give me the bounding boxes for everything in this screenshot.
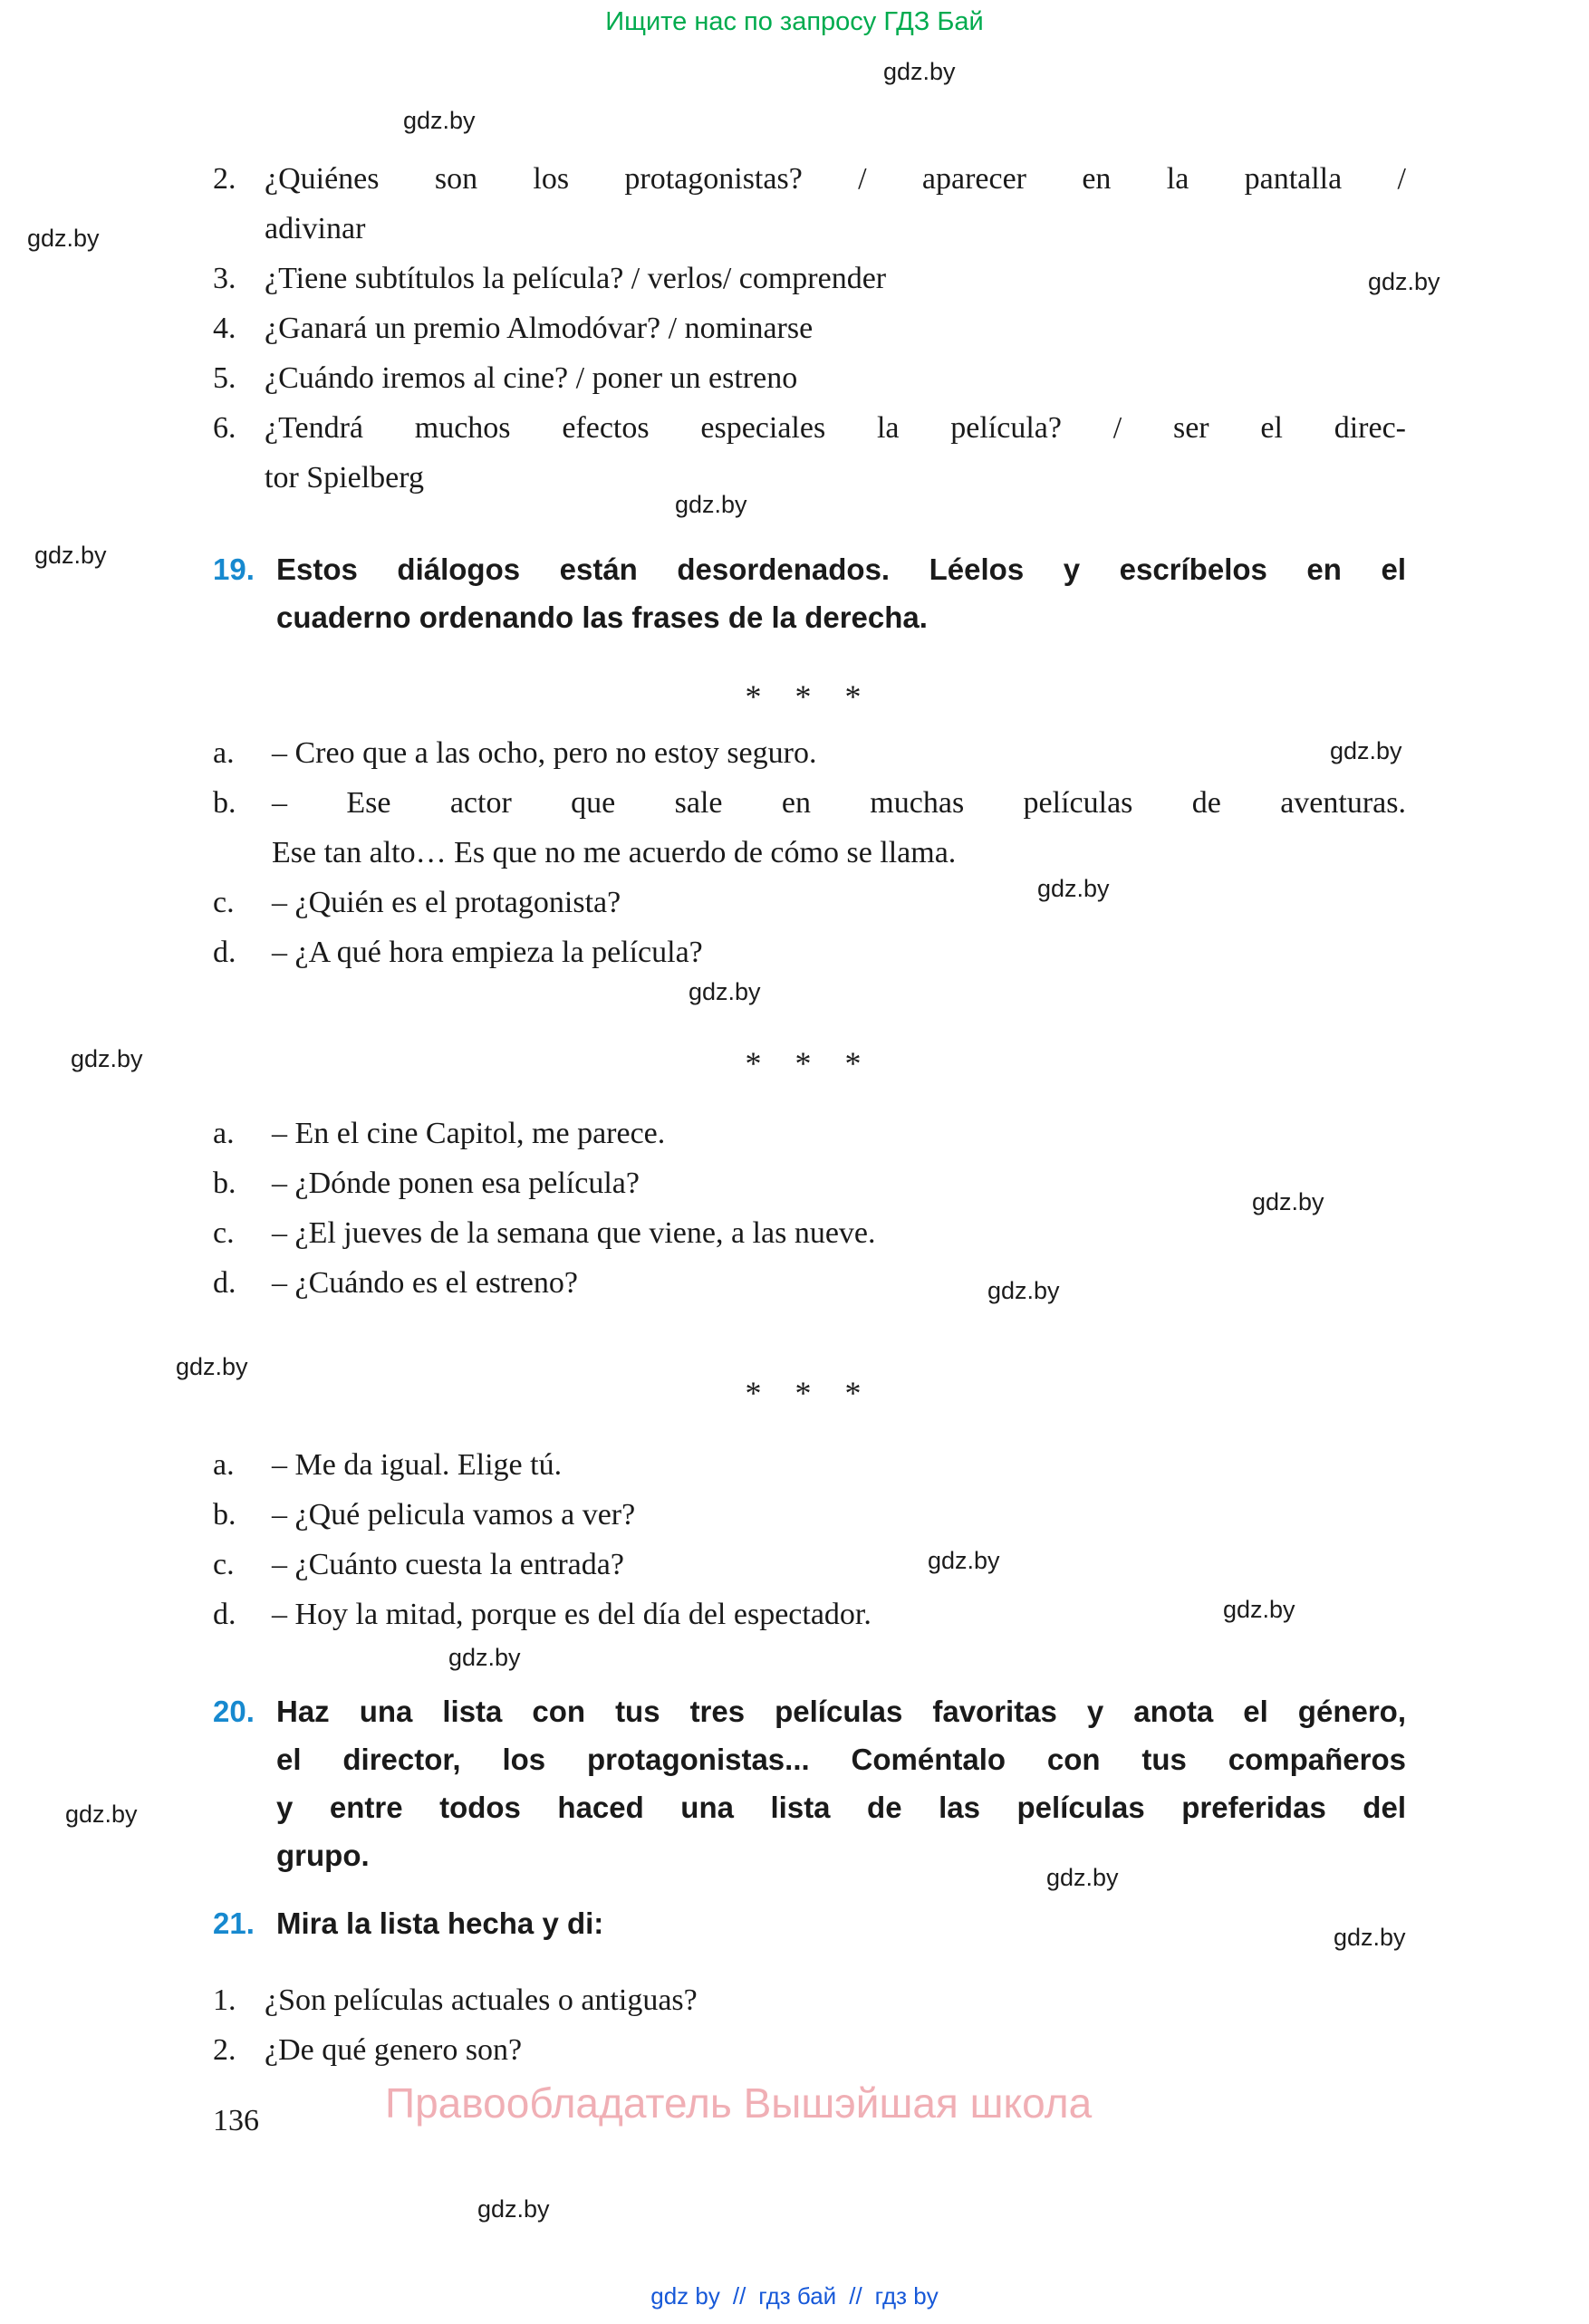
- gdz-watermark: gdz.by: [1368, 268, 1440, 295]
- footer-link[interactable]: гдз бай: [758, 2282, 837, 2310]
- gdz-watermark: gdz.by: [403, 107, 476, 134]
- page-number: 136: [213, 2104, 259, 2137]
- gdz-watermark: gdz.by: [883, 58, 956, 85]
- dialog-letter: d.: [213, 1266, 236, 1300]
- dialog-line: [213, 728, 1406, 778]
- item-line: ¿Tiene subtítulos la película? / verlos/ comprender: [265, 262, 887, 295]
- gdz-watermark: gdz.by: [34, 542, 107, 569]
- exercise-item-4: [213, 303, 1406, 353]
- task-21: [213, 1899, 1406, 1947]
- dialog-text-line: – ¿Dónde ponen esa película?: [272, 1167, 640, 1200]
- top-banner: Ищите нас по запросу ГДЗ Бай: [605, 7, 984, 36]
- item-number: 1.: [213, 1983, 236, 2017]
- gdz-watermark: gdz.by: [65, 1801, 138, 1828]
- item-number: 2.: [213, 2033, 236, 2067]
- stars-separator: * * *: [745, 678, 874, 715]
- dialog-text-line: – Me da igual. Elige tú.: [272, 1448, 563, 1482]
- task-text-line: el director, los protagonistas... Coméntalo con tus compañeros: [276, 1743, 1406, 1776]
- dialog-block-3: [213, 1440, 1406, 1639]
- stars-separator: * * *: [745, 1045, 874, 1081]
- dialog-letter: b.: [213, 786, 236, 820]
- gdz-watermark: gdz.by: [448, 1644, 521, 1671]
- dialog-line: [213, 1208, 1406, 1258]
- dialog-letter: a.: [213, 1448, 235, 1482]
- item-number: 5.: [213, 361, 236, 395]
- dialog-line: [213, 778, 1406, 878]
- footer-link[interactable]: гдз by: [874, 2282, 939, 2310]
- gdz-watermark: gdz.by: [477, 2195, 550, 2223]
- gdz-watermark: gdz.by: [987, 1277, 1060, 1304]
- gdz-watermark: gdz.by: [1252, 1188, 1324, 1215]
- item-number: 2.: [213, 162, 236, 196]
- task-text-line: Mira la lista hecha y di:: [276, 1906, 604, 1940]
- dialog-block-1: [213, 728, 1406, 977]
- dialog-text-line: – ¿Quién es el protagonista?: [272, 886, 621, 919]
- item-line: tor Spielberg: [265, 461, 424, 495]
- dialog-text-line: – ¿Cuándo es el estreno?: [272, 1266, 578, 1300]
- dialog-text-line: Ese tan alto… Es que no me acuerdo de cómo se llama.: [272, 836, 957, 869]
- dialog-letter: a.: [213, 736, 235, 770]
- footer-separator: //: [732, 2282, 746, 2310]
- dialog-letter: d.: [213, 1598, 236, 1631]
- item-line: ¿De qué genero son?: [265, 2033, 523, 2067]
- gdz-watermark: gdz.by: [1037, 875, 1110, 902]
- dialog-letter: c.: [213, 1216, 235, 1250]
- dialog-letter: d.: [213, 936, 236, 969]
- dialog-block-2: [213, 1109, 1406, 1308]
- dialog-text-line: – Hoy la mitad, porque es del día del espectador.: [272, 1598, 872, 1631]
- item-line: adivinar: [265, 212, 366, 245]
- dialog-letter: b.: [213, 1167, 236, 1200]
- dialog-letter: b.: [213, 1498, 236, 1532]
- question-item-2: [213, 2025, 1406, 2075]
- task-number: 19.: [213, 552, 255, 586]
- exercise-item-5: [213, 353, 1406, 403]
- dialog-text-line: – ¿A qué hora empieza la película?: [272, 936, 703, 969]
- dialog-text-line: – Ese actor que sale en muchas películas de aventuras.: [272, 786, 1406, 820]
- exercise-item-3: [213, 254, 1406, 303]
- gdz-watermark: gdz.by: [1046, 1864, 1119, 1891]
- dialog-letter: c.: [213, 1548, 235, 1581]
- item-number: 4.: [213, 312, 236, 345]
- task-number: 21.: [213, 1906, 255, 1940]
- gdz-watermark: gdz.by: [1334, 1924, 1406, 1951]
- gdz-watermark: gdz.by: [71, 1045, 143, 1072]
- dialog-line: [213, 1589, 1406, 1639]
- task-text-line: cuaderno ordenando las frases de la derecha.: [276, 600, 928, 634]
- item-number: 6.: [213, 411, 236, 445]
- task-text-line: Haz una lista con tus tres películas favoritas y anota el género,: [276, 1695, 1406, 1728]
- task-text-line: grupo.: [276, 1839, 370, 1872]
- exercise-item-2: [213, 154, 1406, 254]
- dialog-line: [213, 1109, 1406, 1158]
- gdz-watermark: gdz.by: [689, 978, 761, 1005]
- item-line: ¿Cuándo iremos al cine? / poner un estreno: [265, 361, 798, 395]
- gdz-watermark: gdz.by: [928, 1547, 1000, 1574]
- task-number: 20.: [213, 1695, 255, 1728]
- copyright-watermark: Правообладатель Вышэйшая школа: [385, 2079, 1093, 2127]
- dialog-line: [213, 927, 1406, 977]
- dialog-text-line: – ¿Qué pelicula vamos a ver?: [272, 1498, 636, 1532]
- task-text-line: y entre todos haced una lista de las películas preferidas del: [276, 1791, 1406, 1824]
- dialog-line: [213, 1440, 1406, 1490]
- task-19: [213, 545, 1406, 641]
- dialog-line: [213, 878, 1406, 927]
- exercise-item-6: [213, 403, 1406, 503]
- item-line: ¿Ganará un premio Almodóvar? / nominarse: [265, 312, 814, 345]
- question-item-1: [213, 1975, 1406, 2025]
- dialog-line: [213, 1258, 1406, 1308]
- gdz-watermark: gdz.by: [27, 225, 100, 252]
- dialog-letter: a.: [213, 1117, 235, 1150]
- gdz-watermark: gdz.by: [176, 1353, 248, 1380]
- dialog-letter: c.: [213, 886, 235, 919]
- dialog-text-line: – ¿Cuánto cuesta la entrada?: [272, 1548, 624, 1581]
- gdz-watermark: gdz.by: [1330, 737, 1402, 764]
- dialog-text-line: – ¿El jueves de la semana que viene, a las nueve.: [272, 1216, 876, 1250]
- dialog-line: [213, 1490, 1406, 1540]
- item-line: ¿Tendrá muchos efectos especiales la película? / ser el direc-: [265, 411, 1406, 445]
- footer-link[interactable]: gdz by: [650, 2282, 720, 2310]
- dialog-text-line: – Creo que a las ocho, pero no estoy seguro.: [272, 736, 817, 770]
- gdz-watermark: gdz.by: [1223, 1596, 1295, 1623]
- item-number: 3.: [213, 262, 236, 295]
- task-text-line: Estos diálogos están desordenados. Léelos y escríbelos en el: [276, 552, 1406, 586]
- dialog-line: [213, 1158, 1406, 1208]
- dialog-text-line: – En el cine Capitol, me parece.: [272, 1117, 666, 1150]
- item-line: ¿Quiénes son los protagonistas? / aparecer en la pantalla /: [265, 162, 1406, 196]
- page-content: [213, 154, 1406, 2146]
- item-line: ¿Son películas actuales o antiguas?: [265, 1983, 698, 2017]
- stars-separator: * * *: [745, 1375, 874, 1411]
- footer-separator: //: [849, 2282, 862, 2310]
- gdz-watermark: gdz.by: [675, 491, 747, 518]
- dialog-line: [213, 1540, 1406, 1589]
- footer-links: [0, 2282, 1589, 2310]
- task-20: [213, 1687, 1406, 1879]
